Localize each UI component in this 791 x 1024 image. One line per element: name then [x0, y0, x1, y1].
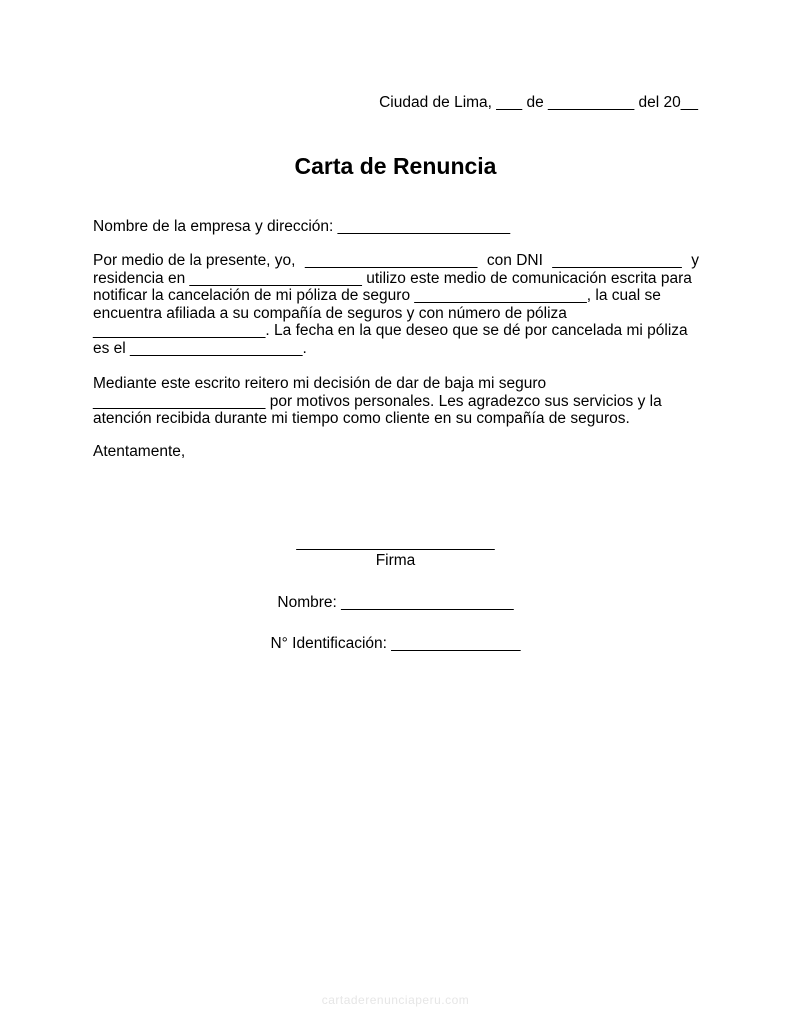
blank-field: _______________: [552, 252, 682, 269]
page-title: Carta de Renuncia: [294, 153, 497, 179]
id-field: N° Identificación: _______________: [270, 635, 521, 652]
paragraph-line: encuentra afiliada a su compañía de seguros y con número de póliza: [93, 304, 567, 322]
paragraph-line: ____________________. La fecha en la que deseo que se dé por cancelada mi póliza: [93, 322, 688, 340]
watermark: cartaderenunciaperu.com: [321, 993, 470, 1007]
body-paragraph-1: [93, 252, 699, 358]
paragraph-line: atención recibida durante mi tiempo como cliente en su compañía de seguros.: [93, 410, 630, 428]
date-line: Ciudad de Lima, ___ de __________ del 20__: [379, 94, 698, 111]
body-paragraph-2: [93, 375, 699, 428]
paragraph-line: residencia en ____________________ utilizo este medio de comunicación escrita para: [93, 269, 692, 287]
paragraph-line: Mediante este escrito reitero mi decisión de dar de baja mi seguro: [93, 375, 547, 392]
blank-field: ____________________: [304, 252, 478, 269]
paragraph-line: es el ____________________.: [93, 339, 307, 357]
text-segment: Por medio de la presente, yo,: [93, 252, 296, 269]
name-field: Nombre: ____________________: [277, 594, 514, 611]
signature-label: Firma: [375, 552, 416, 569]
paragraph-line: ____________________ por motivos personales. Les agradezco sus servicios y la: [93, 392, 662, 410]
closing: Atentamente,: [93, 443, 186, 460]
signature-line: _______________________: [296, 534, 495, 551]
paragraph-line: notificar la cancelación de mi póliza de seguro ____________________, la cual se: [93, 287, 661, 305]
company-line: Nombre de la empresa y dirección: ____________________: [93, 218, 511, 235]
text-segment: y: [691, 252, 699, 269]
paragraph-line: [93, 252, 699, 270]
text-segment: con DNI: [486, 252, 543, 269]
